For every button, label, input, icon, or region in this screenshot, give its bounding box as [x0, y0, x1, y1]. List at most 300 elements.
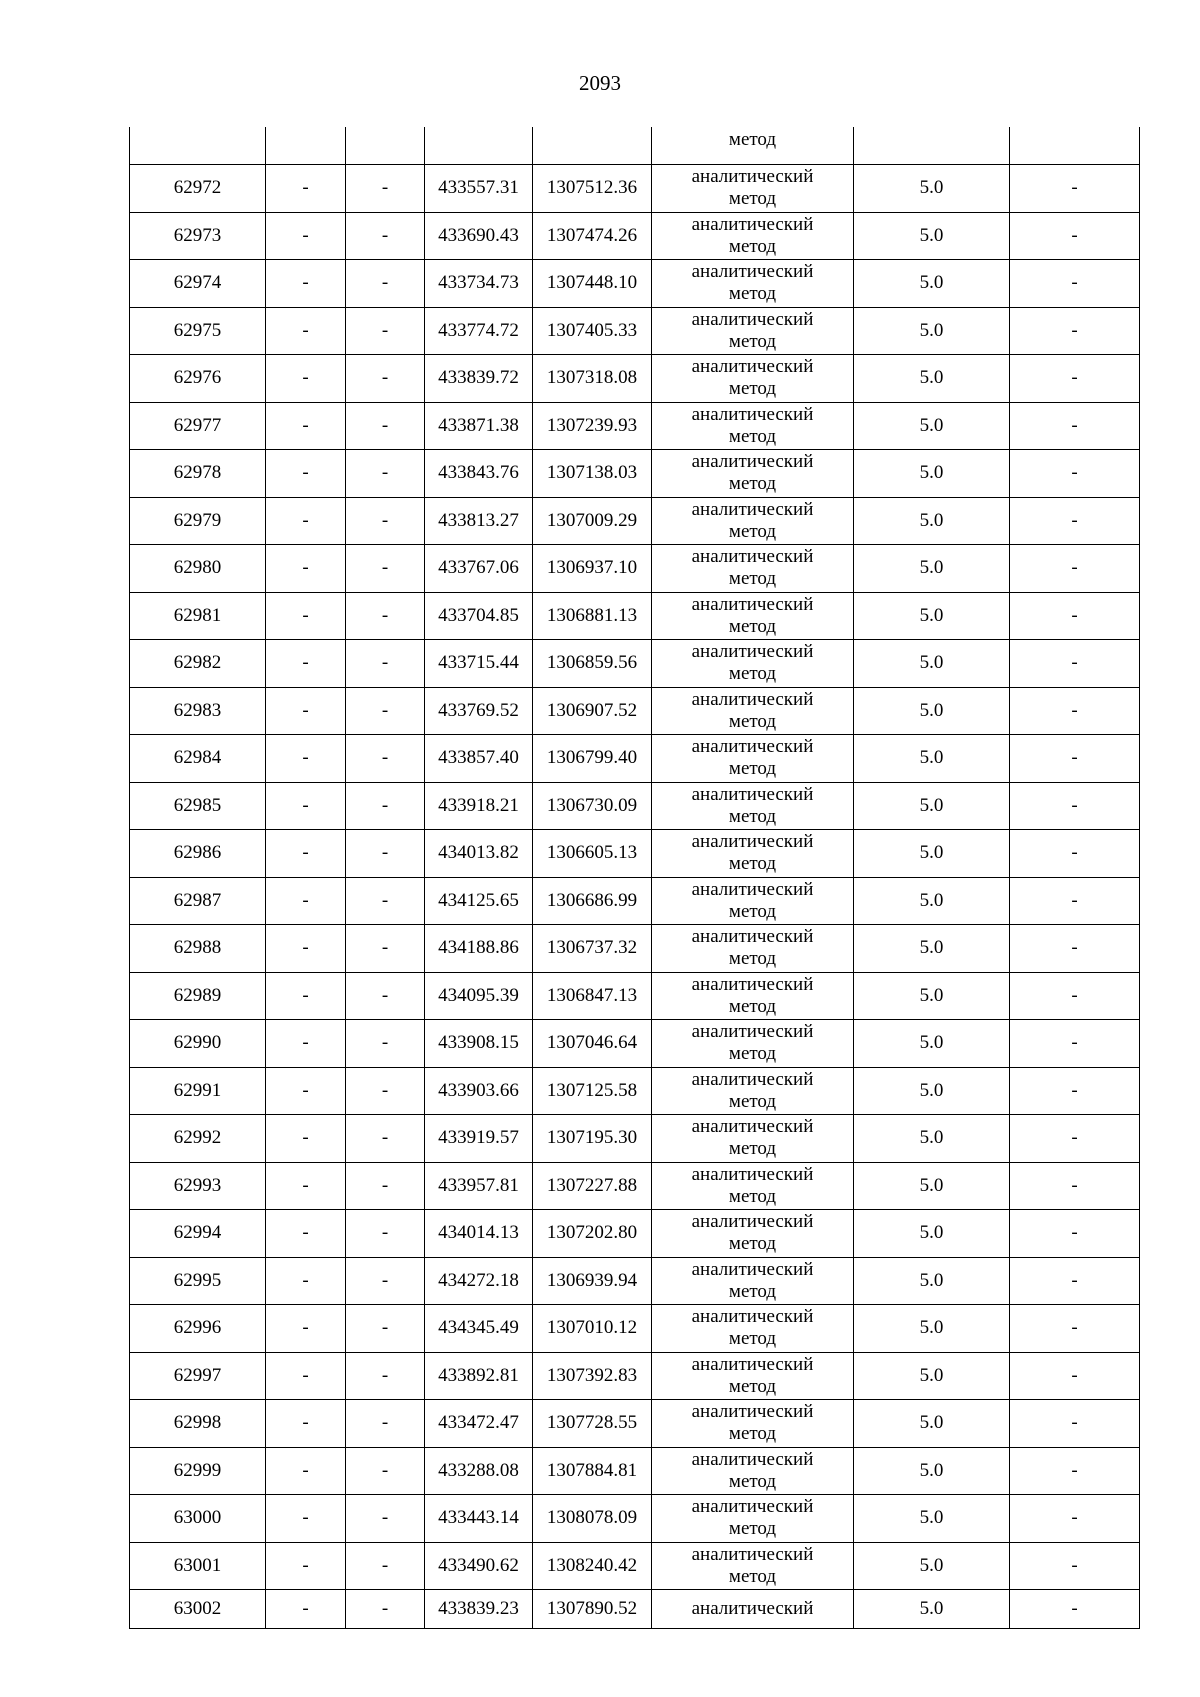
table-row	[130, 545, 1140, 593]
table-row	[130, 1590, 1140, 1629]
cell-col3	[346, 127, 425, 165]
cell-method: аналитический	[652, 1590, 854, 1629]
cell-col2: -	[266, 687, 346, 735]
cell-col3: -	[346, 260, 425, 308]
cell-y: 1306730.09	[533, 782, 652, 830]
cell-accuracy: 5.0	[854, 307, 1010, 355]
cell-col3: -	[346, 1590, 425, 1629]
cell-col3: -	[346, 1447, 425, 1495]
cell-x: 433774.72	[425, 307, 533, 355]
table-row	[130, 1162, 1140, 1210]
cell-col2: -	[266, 782, 346, 830]
cell-id: 62993	[130, 1162, 266, 1210]
cell-id: 62999	[130, 1447, 266, 1495]
cell-col3: -	[346, 497, 425, 545]
cell-id: 62987	[130, 877, 266, 925]
cell-id: 62977	[130, 402, 266, 450]
cell-col8: -	[1010, 307, 1140, 355]
cell-id: 62982	[130, 640, 266, 688]
cell-accuracy: 5.0	[854, 450, 1010, 498]
cell-id: 62988	[130, 925, 266, 973]
cell-x: 433813.27	[425, 497, 533, 545]
cell-col8: -	[1010, 782, 1140, 830]
cell-col3: -	[346, 1400, 425, 1448]
table-row	[130, 1257, 1140, 1305]
cell-col2: -	[266, 260, 346, 308]
method-line-2: метод	[728, 1375, 777, 1397]
cell-y: 1307239.93	[533, 402, 652, 450]
cell-id: 62997	[130, 1352, 266, 1400]
cell-method: метод	[652, 127, 854, 165]
cell-col2: -	[266, 1447, 346, 1495]
method-line-1: аналитический	[691, 641, 814, 663]
cell-col8	[1010, 127, 1140, 165]
cell-x	[425, 127, 533, 165]
cell-y: 1307728.55	[533, 1400, 652, 1448]
cell-col2: -	[266, 497, 346, 545]
method-line-1: аналитический	[691, 1306, 814, 1328]
cell-id: 62980	[130, 545, 266, 593]
method-line-2: метод	[728, 1423, 777, 1445]
cell-col3: -	[346, 1495, 425, 1543]
cell-y: 1307512.36	[533, 165, 652, 213]
cell-accuracy: 5.0	[854, 1400, 1010, 1448]
cell-x: 433839.23	[425, 1590, 533, 1629]
cell-id: 62972	[130, 165, 266, 213]
method-line-2: метод	[728, 853, 777, 875]
cell-y: 1307318.08	[533, 355, 652, 403]
cell-col2: -	[266, 355, 346, 403]
cell-x: 433557.31	[425, 165, 533, 213]
method-line-1: аналитический	[691, 1401, 814, 1423]
cell-col3: -	[346, 1257, 425, 1305]
cell-col3: -	[346, 592, 425, 640]
cell-col8: -	[1010, 355, 1140, 403]
cell-method	[652, 497, 854, 545]
cell-accuracy: 5.0	[854, 355, 1010, 403]
cell-x: 433715.44	[425, 640, 533, 688]
cell-x: 433769.52	[425, 687, 533, 735]
table-row	[130, 735, 1140, 783]
method-line-2: метод	[728, 663, 777, 685]
cell-method	[652, 640, 854, 688]
cell-method	[652, 1115, 854, 1163]
method-line-1: аналитический	[691, 1211, 814, 1233]
cell-id: 62976	[130, 355, 266, 403]
cell-col2: -	[266, 925, 346, 973]
cell-col3: -	[346, 1542, 425, 1590]
cell-x: 434272.18	[425, 1257, 533, 1305]
method-line-1: аналитический	[691, 1021, 814, 1043]
cell-id: 62986	[130, 830, 266, 878]
cell-y: 1307125.58	[533, 1067, 652, 1115]
cell-y: 1307202.80	[533, 1210, 652, 1258]
table-row	[130, 165, 1140, 213]
cell-accuracy: 5.0	[854, 1542, 1010, 1590]
cell-y: 1307046.64	[533, 1020, 652, 1068]
cell-id: 62974	[130, 260, 266, 308]
method-line-2: метод	[728, 1280, 777, 1302]
table-row	[130, 925, 1140, 973]
table-row	[130, 592, 1140, 640]
cell-col8: -	[1010, 1495, 1140, 1543]
cell-x: 433767.06	[425, 545, 533, 593]
cell-x: 433734.73	[425, 260, 533, 308]
method-line-2: метод	[728, 900, 777, 922]
method-line-2: метод	[728, 1233, 777, 1255]
method-line-1: аналитический	[691, 1258, 814, 1280]
cell-col3: -	[346, 212, 425, 260]
method-line-1: аналитический	[691, 1543, 814, 1565]
cell-col2: -	[266, 1115, 346, 1163]
method-line-1: аналитический	[691, 356, 814, 378]
cell-col2: -	[266, 877, 346, 925]
table-row	[130, 402, 1140, 450]
cell-col3: -	[346, 545, 425, 593]
continuation-row	[130, 127, 1140, 165]
cell-col3: -	[346, 355, 425, 403]
cell-col3: -	[346, 972, 425, 1020]
cell-col2: -	[266, 1542, 346, 1590]
method-line-2: метод	[728, 473, 777, 495]
cell-y: 1306859.56	[533, 640, 652, 688]
table-row	[130, 1067, 1140, 1115]
table-row	[130, 687, 1140, 735]
cell-x: 434095.39	[425, 972, 533, 1020]
cell-method	[652, 260, 854, 308]
cell-method	[652, 1257, 854, 1305]
cell-col2: -	[266, 1257, 346, 1305]
cell-method	[652, 1352, 854, 1400]
cell-id: 62994	[130, 1210, 266, 1258]
cell-id: 63002	[130, 1590, 266, 1629]
cell-col2: -	[266, 830, 346, 878]
cell-x: 434125.65	[425, 877, 533, 925]
cell-col2: -	[266, 402, 346, 450]
cell-col8: -	[1010, 1400, 1140, 1448]
table-row	[130, 212, 1140, 260]
table-row	[130, 830, 1140, 878]
cell-x: 433704.85	[425, 592, 533, 640]
method-line-2: метод	[728, 1328, 777, 1350]
cell-x: 434345.49	[425, 1305, 533, 1353]
cell-col2: -	[266, 735, 346, 783]
method-line-1: аналитический	[691, 1496, 814, 1518]
cell-x: 433903.66	[425, 1067, 533, 1115]
cell-id: 63001	[130, 1542, 266, 1590]
cell-y: 1306737.32	[533, 925, 652, 973]
cell-x: 433443.14	[425, 1495, 533, 1543]
cell-col8: -	[1010, 1067, 1140, 1115]
cell-id: 62981	[130, 592, 266, 640]
cell-accuracy: 5.0	[854, 402, 1010, 450]
cell-y: 1307448.10	[533, 260, 652, 308]
cell-method	[652, 307, 854, 355]
cell-col3: -	[346, 1162, 425, 1210]
method-line-1: аналитический	[691, 1163, 814, 1185]
cell-accuracy: 5.0	[854, 925, 1010, 973]
table-row	[130, 1210, 1140, 1258]
cell-x: 434188.86	[425, 925, 533, 973]
cell-col2: -	[266, 1590, 346, 1629]
cell-col2	[266, 127, 346, 165]
cell-col2: -	[266, 1400, 346, 1448]
cell-accuracy: 5.0	[854, 1447, 1010, 1495]
cell-col2: -	[266, 1495, 346, 1543]
cell-method	[652, 735, 854, 783]
cell-col2: -	[266, 1067, 346, 1115]
cell-id: 62978	[130, 450, 266, 498]
cell-id	[130, 127, 266, 165]
cell-accuracy: 5.0	[854, 1352, 1010, 1400]
cell-y: 1308240.42	[533, 1542, 652, 1590]
method-line-2: метод	[728, 425, 777, 447]
coordinates-table	[129, 127, 1140, 1629]
cell-x: 433908.15	[425, 1020, 533, 1068]
cell-col3: -	[346, 877, 425, 925]
table-body	[130, 127, 1140, 1629]
cell-method	[652, 1542, 854, 1590]
method-line-1: аналитический	[691, 783, 814, 805]
cell-y: 1307010.12	[533, 1305, 652, 1353]
cell-x: 433871.38	[425, 402, 533, 450]
table-row	[130, 1542, 1140, 1590]
cell-accuracy: 5.0	[854, 1115, 1010, 1163]
cell-id: 62983	[130, 687, 266, 735]
cell-col3: -	[346, 1067, 425, 1115]
cell-id: 62998	[130, 1400, 266, 1448]
cell-y: 1307009.29	[533, 497, 652, 545]
cell-x: 433288.08	[425, 1447, 533, 1495]
cell-id: 62995	[130, 1257, 266, 1305]
table-row	[130, 1352, 1140, 1400]
method-line-2: метод	[728, 378, 777, 400]
cell-col8: -	[1010, 592, 1140, 640]
method-line-1: аналитический	[691, 593, 814, 615]
cell-col3: -	[346, 1020, 425, 1068]
cell-col8: -	[1010, 1020, 1140, 1068]
cell-method	[652, 1067, 854, 1115]
cell-col8: -	[1010, 497, 1140, 545]
method-line-1: аналитический	[691, 831, 814, 853]
method-line-2: метод	[728, 1043, 777, 1065]
cell-id: 62973	[130, 212, 266, 260]
cell-col2: -	[266, 307, 346, 355]
cell-y: 1307884.81	[533, 1447, 652, 1495]
cell-method	[652, 1400, 854, 1448]
cell-col8: -	[1010, 1352, 1140, 1400]
cell-col8: -	[1010, 165, 1140, 213]
cell-col8: -	[1010, 1257, 1140, 1305]
method-line-1: аналитический	[691, 166, 814, 188]
method-line-1: аналитический	[691, 688, 814, 710]
cell-y: 1306907.52	[533, 687, 652, 735]
cell-col2: -	[266, 165, 346, 213]
cell-accuracy: 5.0	[854, 497, 1010, 545]
method-line-2: метод	[728, 948, 777, 970]
cell-y: 1307392.83	[533, 1352, 652, 1400]
cell-col8: -	[1010, 1162, 1140, 1210]
method-line-2: метод	[728, 568, 777, 590]
cell-x: 433472.47	[425, 1400, 533, 1448]
cell-y: 1307890.52	[533, 1590, 652, 1629]
method-line-2: метод	[728, 1185, 777, 1207]
cell-col8: -	[1010, 1590, 1140, 1629]
cell-col8: -	[1010, 972, 1140, 1020]
cell-col3: -	[346, 830, 425, 878]
cell-col8: -	[1010, 735, 1140, 783]
cell-method	[652, 1447, 854, 1495]
cell-accuracy: 5.0	[854, 592, 1010, 640]
method-line-1: аналитический	[691, 878, 814, 900]
cell-y: 1307227.88	[533, 1162, 652, 1210]
cell-col3: -	[346, 450, 425, 498]
method-line-1: аналитический	[691, 403, 814, 425]
cell-y: 1306881.13	[533, 592, 652, 640]
cell-method	[652, 402, 854, 450]
cell-col2: -	[266, 1162, 346, 1210]
method-line-1: аналитический	[691, 308, 814, 330]
cell-accuracy: 5.0	[854, 1257, 1010, 1305]
method-line-2: метод	[728, 1090, 777, 1112]
cell-col8: -	[1010, 1115, 1140, 1163]
cell-col2: -	[266, 1352, 346, 1400]
cell-x: 433892.81	[425, 1352, 533, 1400]
table-row	[130, 1020, 1140, 1068]
cell-col8: -	[1010, 260, 1140, 308]
cell-accuracy: 5.0	[854, 1067, 1010, 1115]
cell-accuracy	[854, 127, 1010, 165]
method-line-2: метод	[728, 805, 777, 827]
table-row	[130, 972, 1140, 1020]
cell-y: 1306939.94	[533, 1257, 652, 1305]
cell-col3: -	[346, 925, 425, 973]
method-line-2: метод	[728, 520, 777, 542]
cell-col2: -	[266, 972, 346, 1020]
cell-x: 433857.40	[425, 735, 533, 783]
cell-col2: -	[266, 592, 346, 640]
cell-method	[652, 545, 854, 593]
method-line-2: метод	[728, 1138, 777, 1160]
cell-accuracy: 5.0	[854, 877, 1010, 925]
table-row	[130, 1447, 1140, 1495]
cell-accuracy: 5.0	[854, 165, 1010, 213]
cell-accuracy: 5.0	[854, 735, 1010, 783]
method-line-1: аналитический	[691, 213, 814, 235]
cell-y: 1306605.13	[533, 830, 652, 878]
cell-col8: -	[1010, 640, 1140, 688]
cell-col8: -	[1010, 450, 1140, 498]
cell-col8: -	[1010, 1210, 1140, 1258]
cell-method	[652, 972, 854, 1020]
cell-y: 1307195.30	[533, 1115, 652, 1163]
cell-id: 62984	[130, 735, 266, 783]
cell-col3: -	[346, 165, 425, 213]
cell-col3: -	[346, 1352, 425, 1400]
method-line-1: аналитический	[691, 451, 814, 473]
table-row	[130, 782, 1140, 830]
cell-id: 62991	[130, 1067, 266, 1115]
method-line-1: аналитический	[691, 546, 814, 568]
cell-col3: -	[346, 307, 425, 355]
cell-col8: -	[1010, 925, 1140, 973]
method-line-1: аналитический	[691, 498, 814, 520]
cell-x: 433918.21	[425, 782, 533, 830]
cell-y: 1306799.40	[533, 735, 652, 783]
cell-method	[652, 212, 854, 260]
method-line-1: аналитический	[691, 736, 814, 758]
cell-accuracy: 5.0	[854, 1495, 1010, 1543]
method-line-2: метод	[728, 235, 777, 257]
cell-col8: -	[1010, 1305, 1140, 1353]
method-line-2: метод	[728, 1470, 777, 1492]
cell-id: 62990	[130, 1020, 266, 1068]
cell-x: 434014.13	[425, 1210, 533, 1258]
cell-y: 1306686.99	[533, 877, 652, 925]
cell-accuracy: 5.0	[854, 640, 1010, 688]
cell-accuracy: 5.0	[854, 782, 1010, 830]
method-line-2: метод	[728, 283, 777, 305]
table-row	[130, 260, 1140, 308]
cell-col3: -	[346, 1305, 425, 1353]
cell-method	[652, 687, 854, 735]
cell-col8: -	[1010, 212, 1140, 260]
table-row	[130, 307, 1140, 355]
method-line-1: аналитический	[691, 1116, 814, 1138]
cell-y: 1307138.03	[533, 450, 652, 498]
page-number: 2093	[579, 71, 621, 95]
cell-accuracy: 5.0	[854, 830, 1010, 878]
method-line-2: метод	[728, 330, 777, 352]
cell-method	[652, 782, 854, 830]
cell-accuracy: 5.0	[854, 260, 1010, 308]
cell-col8: -	[1010, 877, 1140, 925]
cell-accuracy: 5.0	[854, 545, 1010, 593]
cell-accuracy: 5.0	[854, 1590, 1010, 1629]
method-line-1: аналитический	[691, 926, 814, 948]
cell-col8: -	[1010, 830, 1140, 878]
method-line-1: аналитический	[691, 261, 814, 283]
table-row	[130, 640, 1140, 688]
cell-col3: -	[346, 1210, 425, 1258]
table-row	[130, 877, 1140, 925]
cell-x: 433919.57	[425, 1115, 533, 1163]
method-line-2: метод	[728, 615, 777, 637]
cell-method	[652, 1162, 854, 1210]
cell-col8: -	[1010, 402, 1140, 450]
cell-col8: -	[1010, 1542, 1140, 1590]
cell-id: 62975	[130, 307, 266, 355]
cell-y: 1307474.26	[533, 212, 652, 260]
cell-col2: -	[266, 1305, 346, 1353]
cell-id: 62992	[130, 1115, 266, 1163]
cell-id: 62979	[130, 497, 266, 545]
cell-x: 433843.76	[425, 450, 533, 498]
cell-col2: -	[266, 450, 346, 498]
cell-col3: -	[346, 687, 425, 735]
cell-accuracy: 5.0	[854, 1020, 1010, 1068]
cell-accuracy: 5.0	[854, 1210, 1010, 1258]
cell-y: 1306847.13	[533, 972, 652, 1020]
cell-method	[652, 592, 854, 640]
cell-col3: -	[346, 782, 425, 830]
cell-method	[652, 1305, 854, 1353]
cell-col2: -	[266, 640, 346, 688]
method-line-2: метод	[728, 1518, 777, 1540]
method-line-2: метод	[728, 1565, 777, 1587]
cell-method	[652, 1020, 854, 1068]
table-row	[130, 1495, 1140, 1543]
